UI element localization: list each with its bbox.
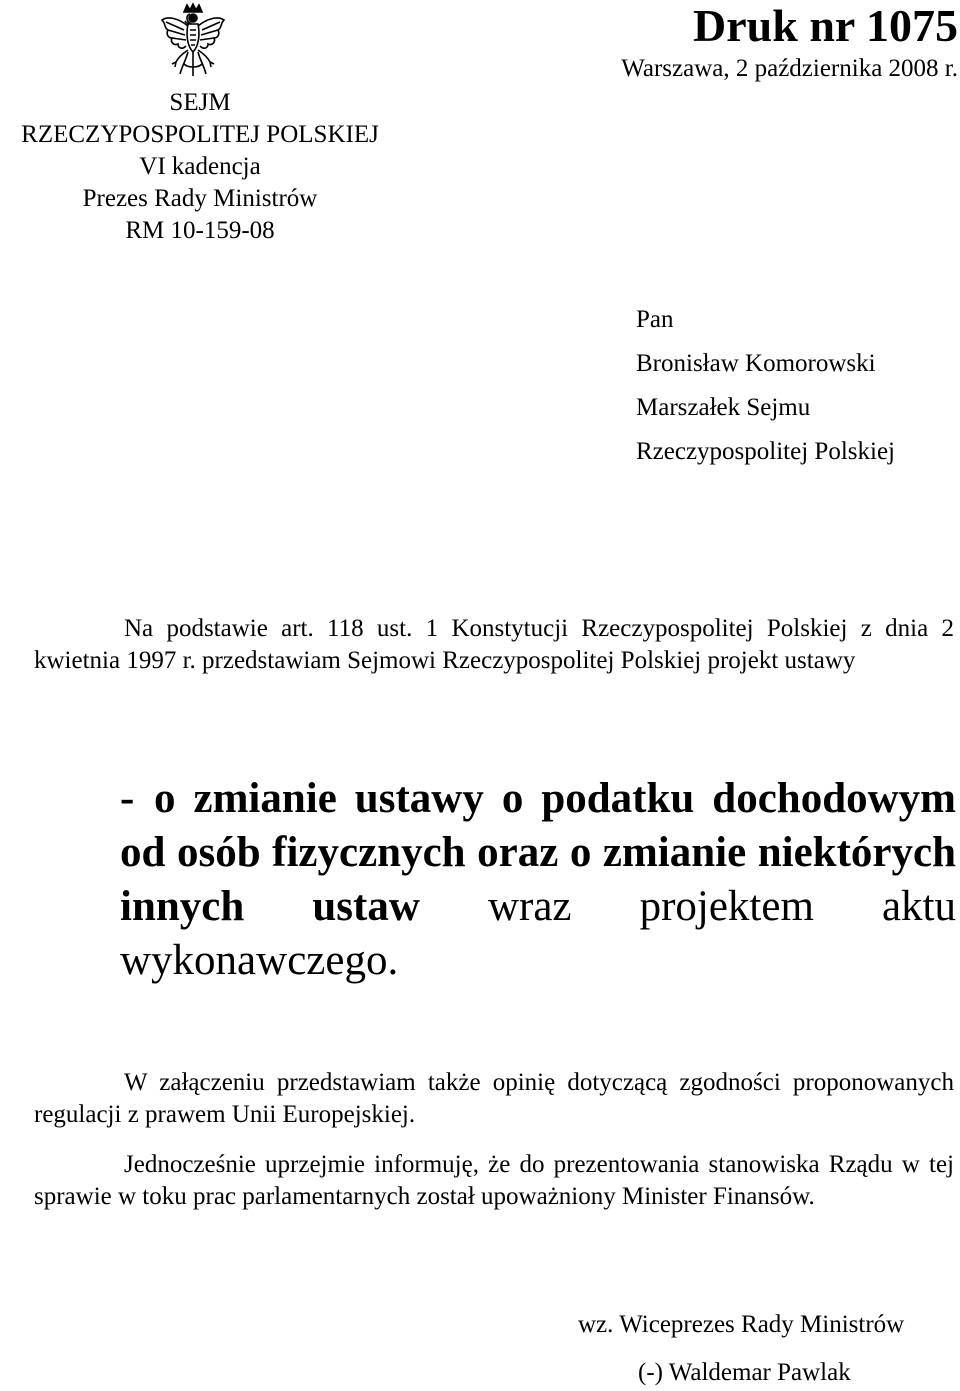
- place-date: Warszawa, 2 października 2008 r.: [621, 55, 958, 82]
- addressee-country: Rzeczypospolitej Polskiej: [636, 438, 895, 465]
- header-term: VI kadencja: [139, 153, 261, 180]
- header-office: Prezes Rady Ministrów: [82, 185, 318, 212]
- header-reference-number: RM 10-159-08: [125, 217, 275, 244]
- polish-eagle-emblem: [160, 2, 226, 78]
- addressee-title: Marszałek Sejmu: [636, 394, 811, 421]
- representative-paragraph: Jednocześnie uprzejmie informuję, że do prezentowania stanowiska Rządu w tej sprawie w toku prac parlamentarnych został upoważniony Minister Finansów.: [34, 1151, 954, 1210]
- bill-title: o zmianie ustawy o podatku dochodowym od osób fizycznych oraz o zmianie niektórych innych ustaw: [120, 775, 956, 930]
- header-sejm: SEJM: [169, 89, 231, 116]
- bill-title-block: [120, 772, 956, 988]
- addressee-salutation: Pan: [636, 306, 674, 333]
- print-number: Druk nr 1075: [693, 0, 958, 51]
- bill-suffix: wraz projektem aktu wykonawczego.: [120, 883, 957, 984]
- signature-role: wz. Wiceprezes Rady Ministrów: [578, 1311, 905, 1338]
- bill-dash: -: [120, 775, 135, 822]
- header-republic: RZECZYPOSPOLITEJ POLSKIEJ: [21, 121, 379, 148]
- intro-paragraph: Na podstawie art. 118 ust. 1 Konstytucji Rzeczypospolitej Polskiej z dnia 2 kwietnia 1997 r. przedstawiam Sejmowi Rzeczypospolitej Polskiej projekt ustawy: [34, 615, 954, 674]
- attachment-paragraph: W załączeniu przedstawiam także opinię dotyczącą zgodności proponowanych regulacji z prawem Unii Europejskiej.: [34, 1069, 954, 1128]
- addressee-name: Bronisław Komorowski: [636, 350, 876, 377]
- signature-name: (-) Waldemar Pawlak: [638, 1359, 851, 1386]
